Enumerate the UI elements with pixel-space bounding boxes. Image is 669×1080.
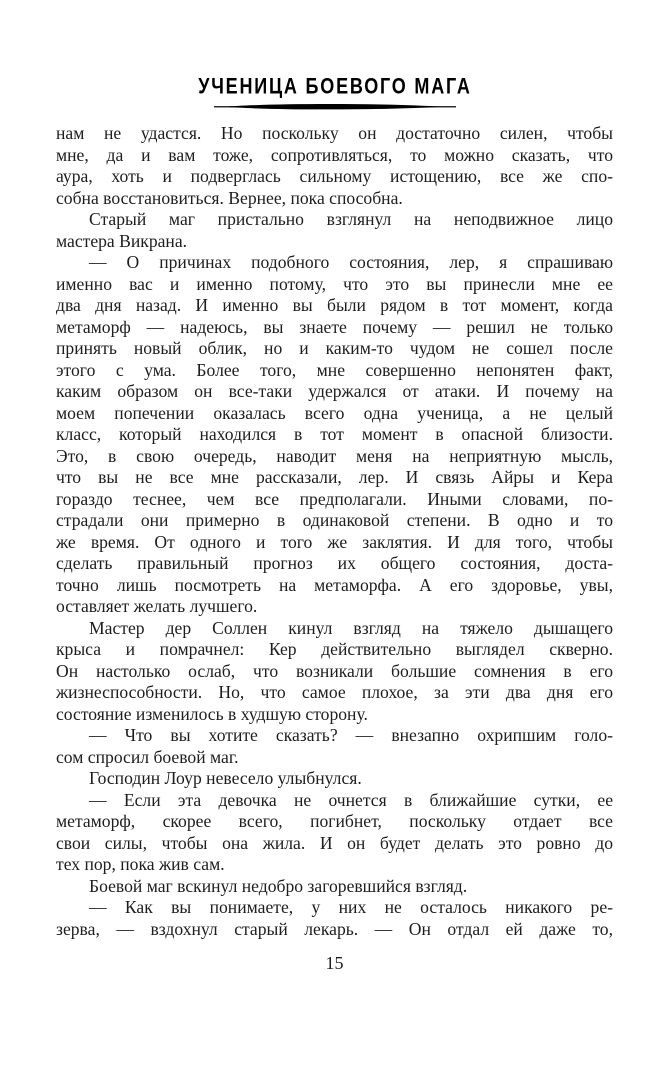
text-line: Это, в свою очередь, наводит меня на неприятную мысль,: [56, 445, 613, 466]
text-line: принять новый облик, но и каким-то чудом не сошел после: [56, 338, 613, 358]
text-line: Боевой маг вскинул недобро загоревшийся взгляд.: [89, 875, 468, 896]
text-line: нам не удастся. Но поскольку он достаточно силен, чтобы: [56, 123, 613, 143]
text-line: — Если эта девочка не очнется в ближайшие сутки, ее: [89, 789, 613, 810]
text-line: класс, который находился в тот момент в опасной близости.: [56, 424, 613, 444]
chapter-header: [0, 76, 669, 112]
text-line: что вы не все мне рассказали, лер. И связь Айры и Кера: [56, 467, 613, 487]
book-title: УЧЕНИЦА БОЕВОГО МАГА: [197, 74, 472, 100]
text-line: два дня назад. И именно вы были рядом в тот момент, когда: [56, 295, 613, 315]
paragraph: [56, 768, 613, 790]
paragraph: [56, 618, 613, 726]
text-line: именно вас и именно потому, что это вы принесли мне ее: [56, 273, 613, 294]
paragraph: [56, 876, 613, 898]
text-line: сделать правильный прогноз их общего состояния, доста-: [56, 553, 613, 573]
text-line: метаморф, скорее всего, погибнет, поскольку отдает все: [56, 811, 613, 831]
text-line: — Как вы понимаете, у них не осталось никакого ре-: [89, 897, 613, 917]
text-line: Господин Лоур невесело улыбнулся.: [89, 768, 362, 788]
text-line: же время. От одного и того же заклятия. И для того, чтобы: [56, 531, 613, 552]
text-line: зерва, — вздохнул старый лекарь. — Он отдал ей даже то,: [56, 918, 613, 939]
page-footer: [0, 953, 669, 974]
text-line: Он настолько ослаб, что возникали большие сомнения в его: [56, 660, 613, 681]
text-line: свои силы, чтобы она жила. И он будет делать это ровно до: [56, 832, 613, 853]
page-text: [56, 123, 613, 940]
text-line: крыса и помрачнел: Кер действительно выглядел скверно.: [56, 639, 613, 659]
paragraph: [56, 790, 613, 876]
text-line: страдали они примерно в одинаковой степени. В одно и то: [56, 510, 613, 530]
paragraph: [56, 725, 613, 768]
paragraph: [56, 252, 613, 618]
text-line: каким образом он все-таки удержался от атаки. И почему на: [56, 381, 613, 401]
text-line: точно лишь посмотреть на метаморфа. А его здоровье, увы,: [56, 574, 613, 595]
title-underline-ornament: [214, 102, 456, 112]
text-line: метаморф — надеюсь, вы знаете почему — решил не только: [56, 316, 613, 337]
text-line: собна восстановиться. Вернее, пока способна.: [56, 187, 403, 208]
text-line: сом спросил боевой маг.: [56, 746, 239, 767]
text-line: мастера Викрана.: [56, 230, 188, 251]
paragraph: [56, 897, 613, 940]
text-line: гораздо теснее, чем все предполагали. Иными словами, по-: [56, 488, 613, 509]
paragraph: [56, 123, 613, 209]
text-line: оставляет желать лучшего.: [56, 596, 258, 616]
paragraph: [56, 209, 613, 252]
text-line: тех пор, пока жив сам.: [56, 854, 225, 874]
text-line: — О причинах подобного состояния, лер, я спрашиваю: [89, 252, 613, 272]
page-number: 15: [325, 953, 344, 973]
text-line: Мастер дер Соллен кинул взгляд на тяжело дышащего: [89, 617, 613, 638]
text-line: состояние изменилось в худшую сторону.: [56, 703, 368, 724]
text-line: моем попечении оказалась всего одна ученица, а не целый: [56, 402, 613, 423]
text-line: аура, хоть и подверглась сильному истощению, все же спо-: [56, 166, 613, 186]
text-line: этого с ума. Более того, мне совершенно непонятен факт,: [56, 359, 613, 380]
text-line: жизнеспособности. Но, что самое плохое, за эти два дня его: [56, 682, 613, 702]
text-line: Старый маг пристально взглянул на неподвижное лицо: [89, 209, 613, 229]
text-line: — Что вы хотите сказать? — внезапно охрипшим голо-: [89, 725, 613, 745]
text-line: мне, да и вам тоже, сопротивляться, то можно сказать, что: [56, 144, 613, 165]
